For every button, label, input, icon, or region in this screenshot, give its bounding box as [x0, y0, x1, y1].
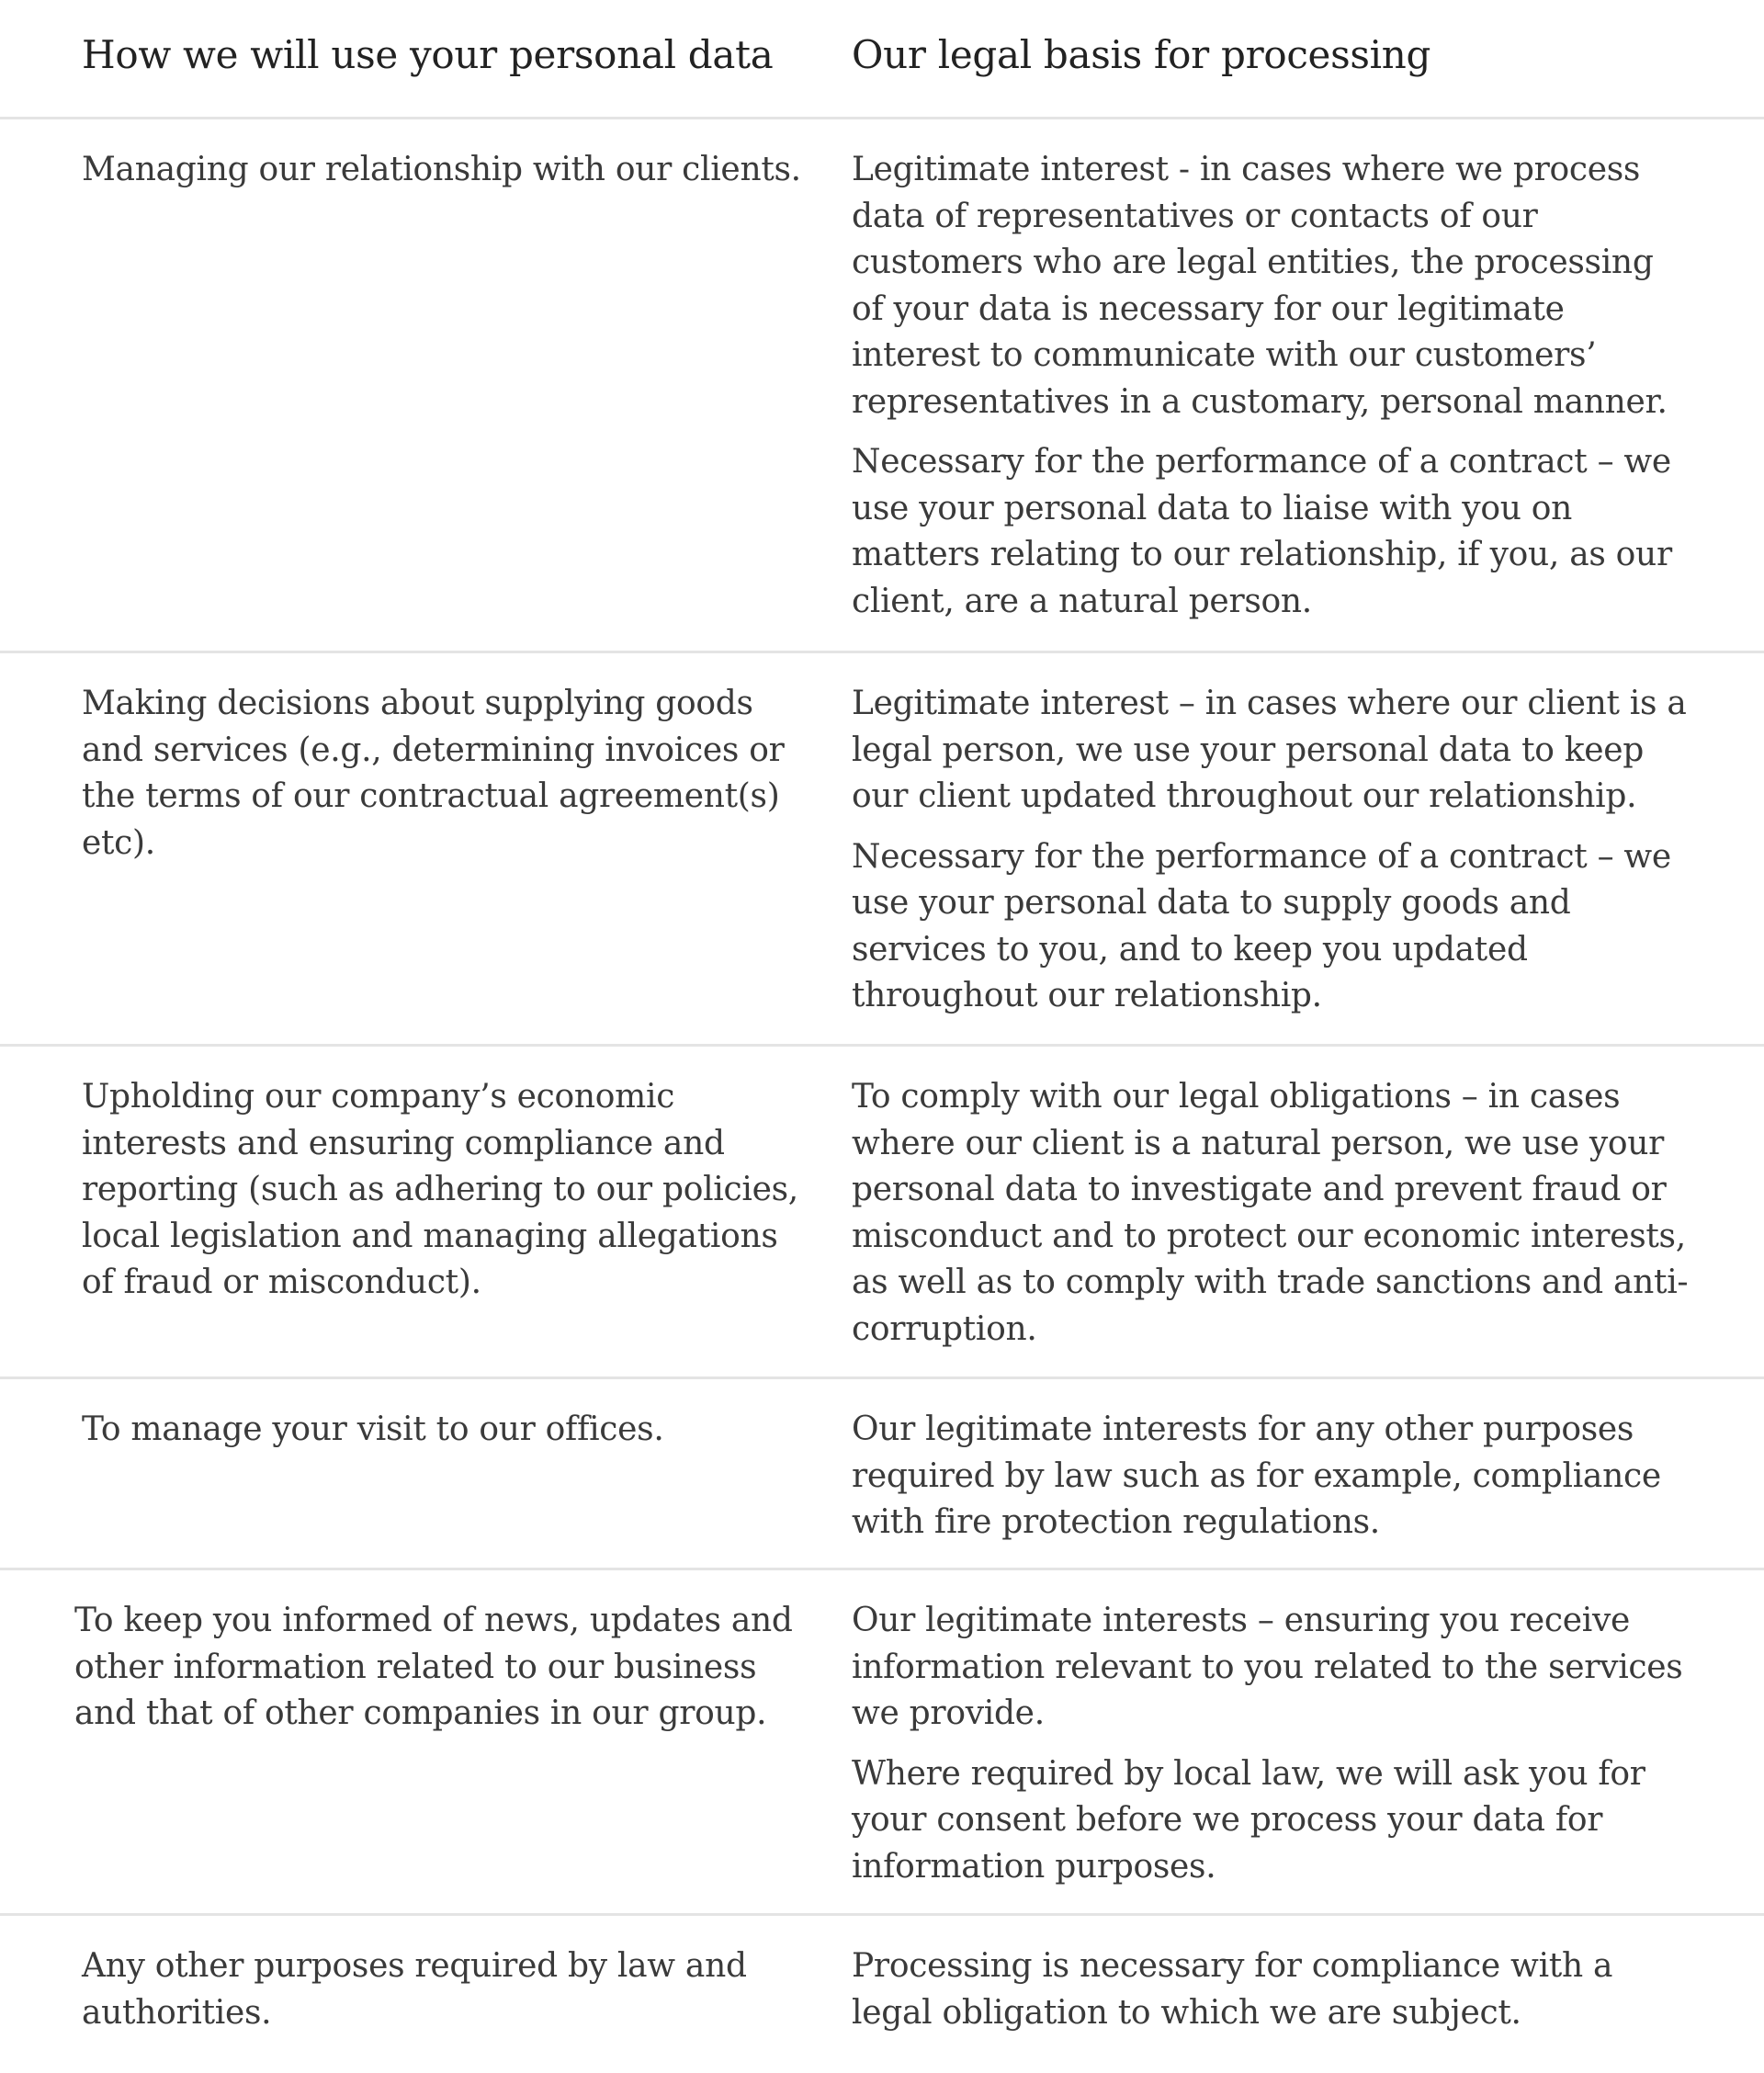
table-row — [0, 1570, 1764, 1916]
basis-paragraph: Legitimate interest - in cases where we process data of representatives or contacts of our customers who are legal entities, the processing of your data is necessary for our legitimate interest to communicate with our customers’ representatives in a customary, personal manner. — [852, 151, 1668, 421]
header-use: How we will use your personal data — [82, 32, 774, 77]
table-header-row — [0, 0, 1764, 119]
basis-paragraph: Legitimate interest – in cases where our client is a legal person, we use your personal data to keep our client updated throughout our relationship. — [852, 685, 1687, 815]
table-row — [0, 119, 1764, 653]
basis-paragraph: Our legitimate interests – ensuring you receive information relevant to you related to the services we provide. — [852, 1602, 1683, 1732]
use-cell: To manage your visit to our offices. — [82, 1410, 664, 1448]
basis-paragraph: Necessary for the performance of a contract – we use your personal data to supply goods and services to you, and to keep you updated throughout our relationship. — [852, 837, 1671, 1014]
table-row — [0, 1916, 1764, 2073]
basis-paragraph: Where required by local law, we will ask you for your consent before we process your data for information purposes. — [852, 1754, 1645, 1886]
basis-paragraph: Necessary for the performance of a contract – we use your personal data to liaise with you on matters relating to our relationship, if you, as our client, are a natural person. — [852, 443, 1672, 620]
basis-cell — [852, 1379, 1764, 1568]
basis-cell — [852, 1047, 1764, 1376]
basis-paragraph: To comply with our legal obligations – in cases where our client is a natural person, we use your personal data to investigate and prevent fraud or misconduct and to protect our economic interests, as well as to comply with trade sanctions and anti-corruption. — [852, 1078, 1689, 1348]
use-cell: Upholding our company’s economic interests and ensuring compliance and reporting (such as adhering to our policies, local legislation and managing allegations of fraud or misconduct). — [82, 1078, 798, 1301]
use-cell: Any other purposes required by law and authorities. — [82, 1947, 747, 2032]
basis-paragraph: Processing is necessary for compliance with a legal obligation to which we are subject. — [852, 1947, 1613, 2032]
basis-paragraph: Our legitimate interests for any other purposes required by law such as for example, compliance with fire protection regulations. — [852, 1410, 1661, 1541]
basis-cell — [852, 1916, 1764, 2073]
table-row — [0, 1379, 1764, 1570]
use-cell: To keep you informed of news, updates and other information related to our business and that of other companies in our group. — [74, 1602, 793, 1732]
use-cell: Managing our relationship with our clients. — [82, 151, 801, 188]
header-basis: Our legal basis for processing — [852, 32, 1431, 77]
basis-cell — [852, 119, 1764, 651]
basis-cell — [852, 653, 1764, 1044]
table-row — [0, 1047, 1764, 1379]
basis-cell — [852, 1570, 1764, 1913]
table-row — [0, 653, 1764, 1047]
use-cell: Making decisions about supplying goods and services (e.g., determining invoices or the terms of our contractual agreement(s) etc). — [82, 685, 785, 862]
